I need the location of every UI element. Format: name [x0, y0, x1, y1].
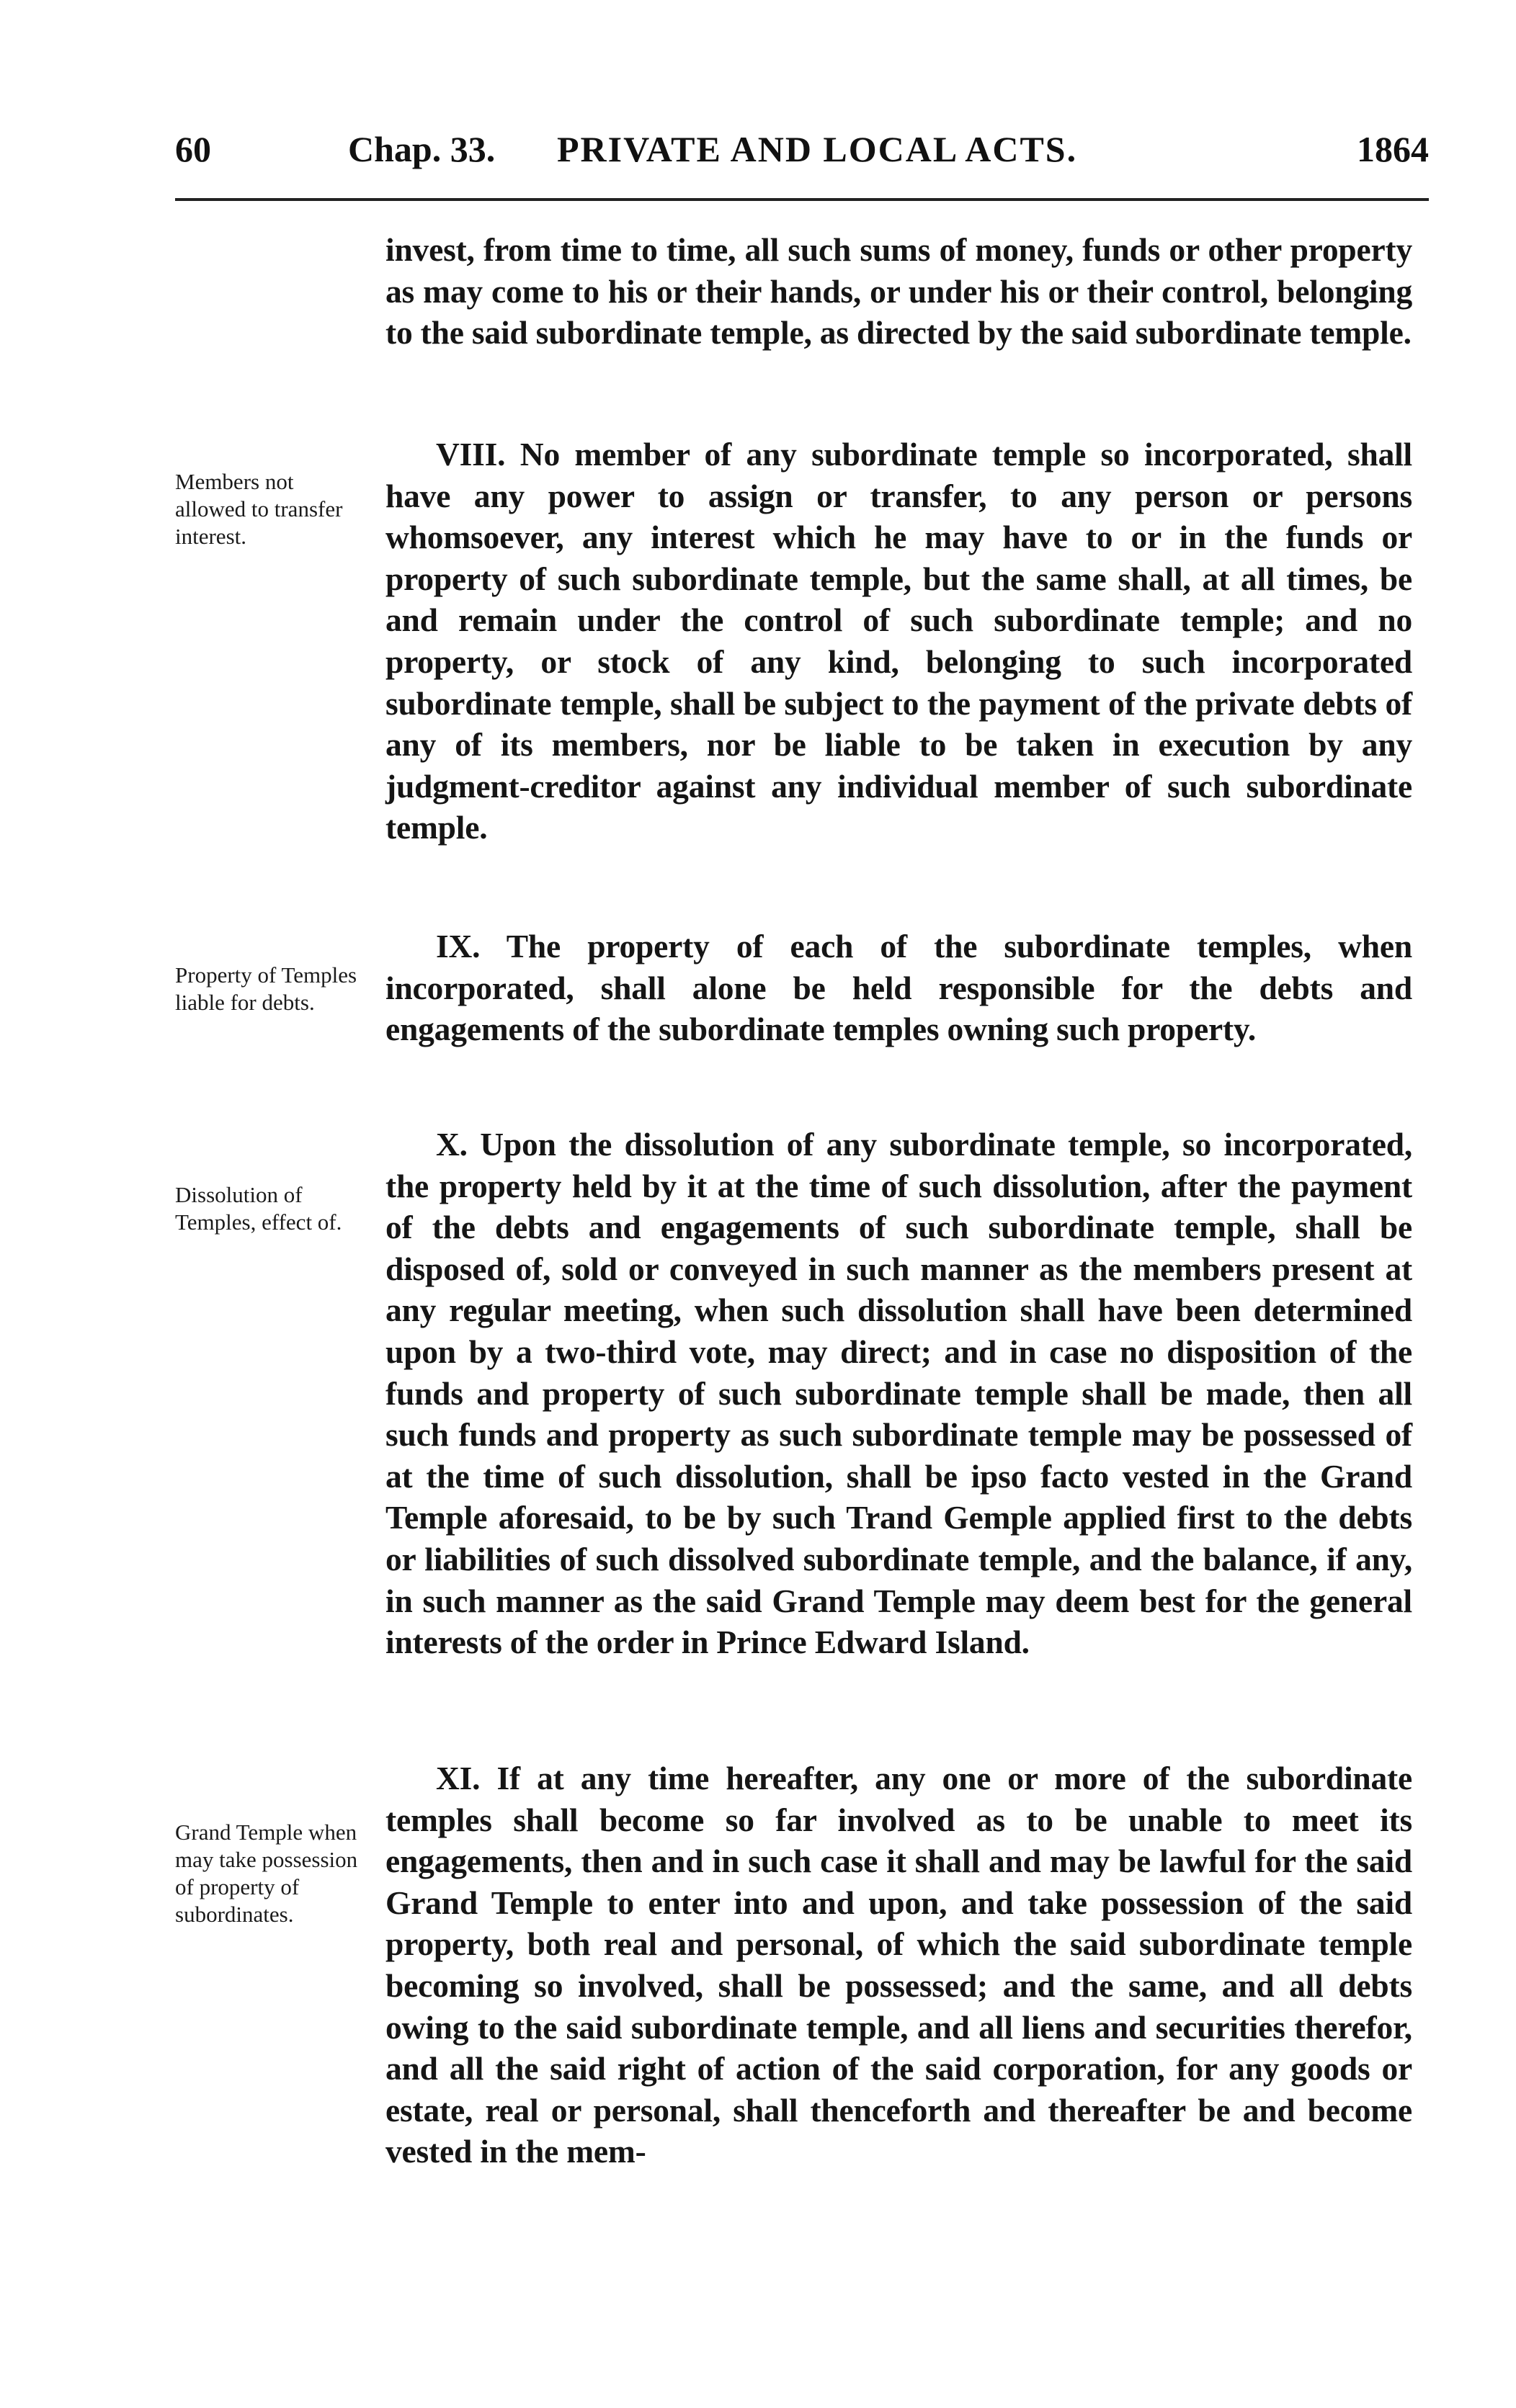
- margin-note-dissolution: Dissolution of Temples, effect of.: [175, 1182, 342, 1235]
- paragraph-continuation: invest, from time to time, all such sums of money, funds or other property as may come to his or their hands, or under his or their control, belonging to the said subordinate temple, as directed by the said subordinate temple.: [385, 231, 1412, 352]
- year-label: 1864: [1357, 129, 1429, 169]
- running-title: PRIVATE AND LOCAL ACTS.: [557, 129, 1078, 169]
- section-xi: XI. If at any time hereafter, any one or more of the subordinate temples shall become so far involved as to be unable to meet its engagements, then and in such case it shall and may be lawful for the said Grand Temple to enter into and upon, and take possession of the said property, both real and personal, of which the said subordinate temple becoming so involved, shall be possessed; and the same, and all debts owing to the said subordinate temple, and all liens and securities therefor, and all the said right of action of the said corporation, for any goods or estate, real or personal, shall thenceforth and thereafter be and become vested in the mem-: [385, 1760, 1412, 2170]
- page-header: [175, 115, 1429, 194]
- section-ix: IX. The property of each of the subordinate temples, when incorporated, shall alone be held responsible for the debts and engagements of the subordinate temples owning such property.: [385, 928, 1412, 1048]
- page-number: 60: [175, 129, 211, 169]
- margin-note-property-liable: Property of Temples liable for debts.: [175, 962, 357, 1015]
- header-rule: [175, 198, 1429, 201]
- section-viii: VIII. No member of any subordinate temple so incorporated, shall have any power to assign or transfer, to any person or persons whomsoever, any interest which he may have to or in the funds or property of such subordinate temple, but the same shall, at all times, be and remain under the control of such subordinate temple; and no property, or stock of any kind, belonging to such incorporated subordinate temple, shall be subject to the payment of the private debts of any of its members, nor be liable to be taken in execution by any judgment-creditor against any individual member of such subordinate temple.: [385, 436, 1412, 846]
- section-x: X. Upon the dissolution of any subordinate temple, so incorporated, the property held by it at the time of such dissolution, after the payment of the debts and engagements of such subordinate temple, shall be disposed of, sold or conveyed in such manner as the members present at any regular meeting, when such dissolution shall have been determined upon by a two-third vote, may direct; and in case no disposition of the funds and property of such subordinate temple shall be made, then all such funds and property as such subordinate temple may be possessed of at the time of such dissolution, shall be ipso facto vested in the Grand Temple aforesaid, to be by such Trand Gemple applied first to the debts or liabilities of such dissolved subordinate temple, and the balance, if any, in such manner as the said Grand Temple may deem best for the general interests of the order in Prince Edward Island.: [385, 1126, 1412, 1661]
- chapter-label: Chap. 33.: [348, 129, 496, 169]
- margin-note-grand-temple: Grand Temple when may take possession of property of subordinates.: [175, 1820, 358, 1927]
- margin-note-members-not-allowed: Members not allowed to transfer interest.: [175, 469, 343, 549]
